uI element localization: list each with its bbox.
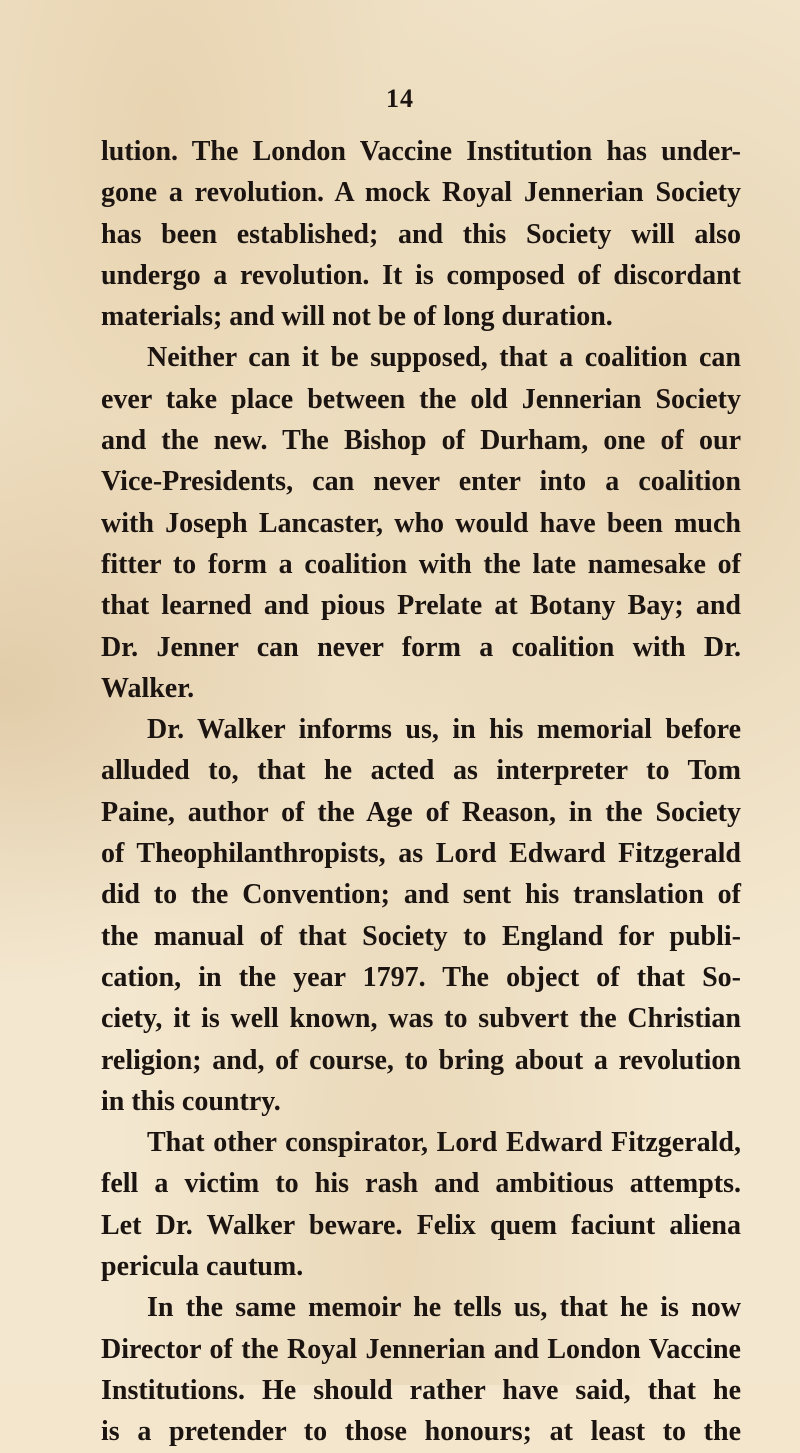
text-line: that learned and pious Prelate at Botany Bay; and — [101, 590, 741, 622]
text-line: the manual of that Society to England for publi- — [101, 920, 741, 952]
text-line: did to the Convention; and sent his translation of — [101, 879, 741, 911]
text-line: of Theophilanthropists, as Lord Edward Fitzgerald — [101, 838, 741, 870]
page-number: 14 — [386, 84, 414, 113]
text-line: Dr. Walker informs us, in his memorial before — [147, 714, 741, 746]
text-line: fitter to form a coalition with the late namesake of — [101, 548, 741, 580]
text-line: undergo a revolution. It is composed of discordant — [101, 259, 741, 291]
text-line: is a pretender to those honours; at least to the — [101, 1416, 741, 1448]
text-line: materials; and will not be of long duration. — [101, 301, 613, 333]
text-line: has been established; and this Society will also — [101, 218, 741, 250]
text-line: gone a revolution. A mock Royal Jennerian Society — [101, 177, 741, 209]
text-line: Director of the Royal Jennerian and London Vaccine — [101, 1333, 741, 1365]
text-line: ever take place between the old Jennerian Society — [101, 383, 741, 415]
text-line: fell a victim to his rash and ambitious attempts. — [101, 1168, 741, 1200]
text-line: in this country. — [101, 1085, 281, 1117]
text-line: That other conspirator, Lord Edward Fitzgerald, — [147, 1127, 741, 1159]
text-line: Paine, author of the Age of Reason, in the Society — [101, 796, 741, 828]
body-text — [101, 131, 741, 1453]
text-line: Walker. — [101, 672, 195, 704]
text-line: Vice-Presidents, can never enter into a coalition — [101, 466, 741, 498]
text-line: cation, in the year 1797. The object of that So- — [101, 961, 741, 993]
text-line: lution. The London Vaccine Institution has under- — [101, 136, 741, 167]
text-line: and the new. The Bishop of Durham, one of our — [101, 425, 741, 457]
text-line: pericula cautum. — [101, 1251, 304, 1283]
text-line: ciety, it is well known, was to subvert the Christian — [101, 1003, 741, 1035]
text-line: with Joseph Lancaster, who would have been much — [101, 507, 741, 539]
text-line: Institutions. He should rather have said, that he — [101, 1374, 741, 1406]
text-line: alluded to, that he acted as interpreter to Tom — [101, 755, 741, 787]
text-line: Neither can it be supposed, that a coalition can — [147, 342, 741, 374]
text-line: religion; and, of course, to bring about a revolution — [101, 1044, 741, 1076]
text-line: In the same memoir he tells us, that he is now — [147, 1292, 741, 1324]
text-line: Let Dr. Walker beware. Felix quem faciunt aliena — [101, 1209, 741, 1241]
text-line: Dr. Jenner can never form a coalition with Dr. — [101, 631, 741, 663]
